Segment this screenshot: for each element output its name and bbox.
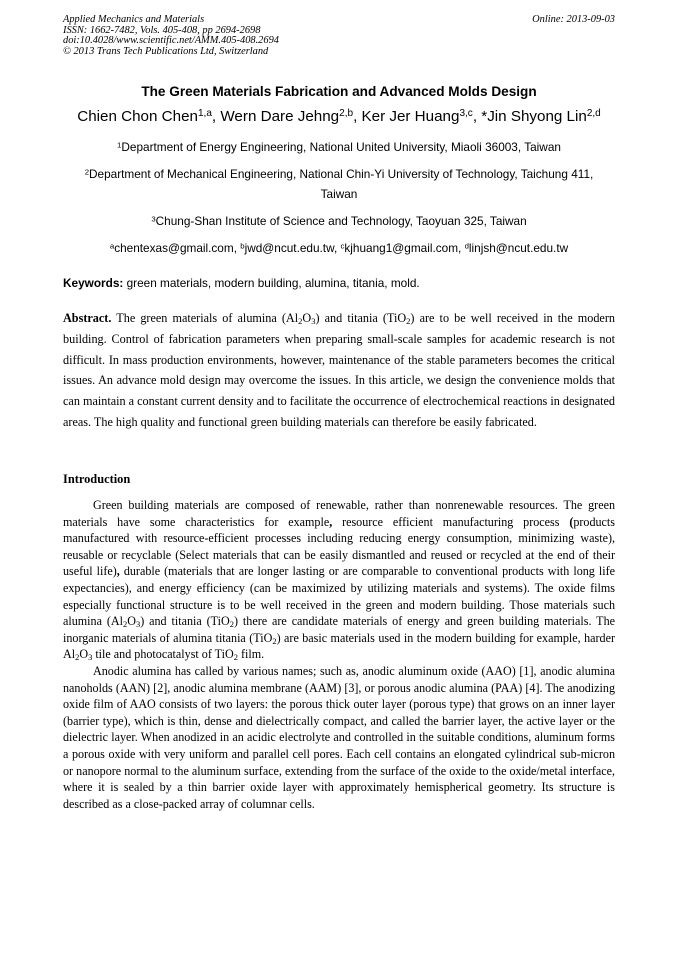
affiliation-2 xyxy=(60,164,618,204)
paragraph-text: film. xyxy=(237,647,265,662)
affiliation-3 xyxy=(60,211,618,231)
email-marker: c xyxy=(340,241,345,251)
paragraph-text: resource efficient manufacturing process xyxy=(332,514,570,529)
affiliation-text: Department of Mechanical Engineering, National Chin-Yi University of Technology, Taichung 411, xyxy=(89,167,594,181)
paragraph-text: tile and photocatalyst of TiO xyxy=(92,647,234,662)
section-heading-introduction: Introduction xyxy=(63,472,131,486)
paragraph-text: O xyxy=(127,614,136,629)
bold-punctuation: , xyxy=(116,564,120,579)
author-separator: , xyxy=(353,108,362,125)
author-separator: , xyxy=(472,108,482,125)
email-address[interactable]: jwd@ncut.edu.tw xyxy=(244,241,334,255)
author-name: Chien Chon Chen xyxy=(77,108,198,125)
keywords xyxy=(63,276,420,290)
email-separator: , xyxy=(233,241,241,255)
abstract-text: The green materials of alumina (Al xyxy=(111,311,299,325)
paragraph-text: durable (materials that are longer lasting or are comparable to conventional products with long life expectancies), and energy efficiency (can be maximized by utilizing materials and systems). The oxide films especially functional structure is to be well received in the green and modern building. Those materials such alumina (Al xyxy=(63,564,615,629)
affiliation-text: Chung-Shan Institute of Science and Technology, Taoyuan 325, Taiwan xyxy=(155,214,527,228)
paragraph: Anodic alumina has called by various names; such as, anodic aluminum oxide (AAO) [1], anodic alumina nanoholds (AAN) [2], anodic alumina membrane (AAM) [3], or porous anodic alumina (PAA) [4]. The anodizing oxide film of AAO consists of two layers: the porous thick outer layer (porous type) that grows on an inner layer (barrier type), which is thin, dense and dielectrically compact, and called the barrier layer, the active layer or the dielectric layer. When anodized in an acidic electrolyte and controlled in the suitable conditions, aluminum forms a porous oxide with very uniform and parallel cell pores. Each cell contains an elongated cylindrical sub-micron or nanopore normal to the aluminum surface, extending from the surface of the oxide to the oxide/metal interface, where it is sealed by a thin barrier oxide layer with approximately hemispherical geometry. Its structure is described as a close-packed array of columnar cells. xyxy=(63,663,615,811)
subscript: 3 xyxy=(135,619,141,630)
affiliation-text: Taiwan xyxy=(320,187,358,201)
paragraph xyxy=(63,497,615,663)
online-date: Online: 2013-09-03 xyxy=(532,14,615,25)
keywords-text: green materials, modern building, alumina, titania, mold. xyxy=(123,276,420,290)
affiliation-1 xyxy=(60,137,618,157)
affiliation-marker: 1 xyxy=(117,140,122,150)
abstract-text: O xyxy=(302,311,312,325)
email-separator: , xyxy=(333,241,341,255)
author-name: Ker Jer Huang xyxy=(361,108,460,125)
subscript: 3 xyxy=(88,652,93,663)
bold-punctuation: , xyxy=(329,514,333,529)
abstract-label: Abstract. xyxy=(63,311,112,325)
paragraph-text: ) there are candidate materials of energy and green building materials. The inorganic materials of alumina titania (TiO xyxy=(63,614,615,645)
author-affil-marker: 1,a xyxy=(197,108,212,120)
paper-title: The Green Materials Fabrication and Advanced Molds Design xyxy=(141,84,537,99)
subscript: 2 xyxy=(229,619,234,630)
abstract xyxy=(63,308,615,433)
paragraph-text: ) are basic materials used in the modern building for example, harder Al xyxy=(63,630,615,662)
subscript: 2 xyxy=(406,316,411,327)
introduction-body xyxy=(63,497,615,812)
abstract-text: ) and titania (TiO xyxy=(315,311,407,325)
subscript: 3 xyxy=(311,316,316,327)
author-affil-marker: 2,b xyxy=(339,108,354,120)
author-name: Wern Dare Jehng xyxy=(220,108,340,125)
email-address[interactable]: chentexas@gmail.com xyxy=(114,241,234,255)
author-name: *Jin Shyong Lin xyxy=(481,108,587,125)
abstract-text: ) are to be well received in the modern building. Control of fabrication parameters when preparing small-scale samples for academic research is not difficult. In mass production environments, however, maintenance of the stable parameters becomes the critical issues. An advance mold design may overcome the issues. In this article, we design the convenience molds that can maintain a constant current density and to facilitate the occurrence of electrochemical reactions in designated areas. The high quality and functional green building materials can therefore be easily fabricated. xyxy=(63,311,615,429)
keywords-label: Keywords: xyxy=(63,276,124,290)
email-address[interactable]: linjsh@ncut.edu.tw xyxy=(468,241,569,255)
affiliation-marker: 3 xyxy=(151,214,156,224)
paragraph-text: Green building materials are composed of renewable, rather than nonrenewable resources. The green materials have some characteristics for example xyxy=(63,498,615,529)
email-list xyxy=(60,238,618,258)
email-marker: b xyxy=(240,241,245,251)
journal-issn: ISSN: 1662-7482, Vols. 405-408, pp 2694-2698 xyxy=(63,24,261,36)
affiliation-text: Department of Energy Engineering, National United University, Miaoli 36003, Taiwan xyxy=(121,140,561,154)
author-separator: , xyxy=(211,108,221,125)
author-affil-marker: 2,d xyxy=(586,108,601,120)
journal-name: Applied Mechanics and Materials xyxy=(63,14,205,25)
bold-punctuation: ( xyxy=(569,514,574,529)
subscript: 2 xyxy=(123,619,128,630)
subscript: 2 xyxy=(75,652,80,663)
journal-copyright: © 2013 Trans Tech Publications Ltd, Switzerland xyxy=(63,45,269,57)
paragraph-text: ) and titania (TiO xyxy=(140,614,230,629)
author-list xyxy=(0,108,678,125)
email-address[interactable]: kjhuang1@gmail.com xyxy=(344,241,459,255)
email-marker: d xyxy=(464,241,469,251)
journal-header xyxy=(63,15,615,57)
email-separator: , xyxy=(458,241,465,255)
journal-doi: doi:10.4028/www.scientific.net/AMM.405-408.2694 xyxy=(63,35,279,46)
subscript: 2 xyxy=(233,652,238,663)
author-affil-marker: 3,c xyxy=(459,108,473,120)
affiliation-marker: 2 xyxy=(84,167,90,177)
paragraph-text: O xyxy=(79,647,89,662)
email-marker: a xyxy=(109,241,115,251)
subscript: 2 xyxy=(298,316,303,327)
paragraph-text: products manufactured with resource-efficient processes including reducing energy consumption, minimizing waste), reusable or recyclable (Select materials that can be easily dismantled and reused or recycled at the end of their useful life) xyxy=(63,514,615,579)
subscript: 2 xyxy=(272,635,277,646)
